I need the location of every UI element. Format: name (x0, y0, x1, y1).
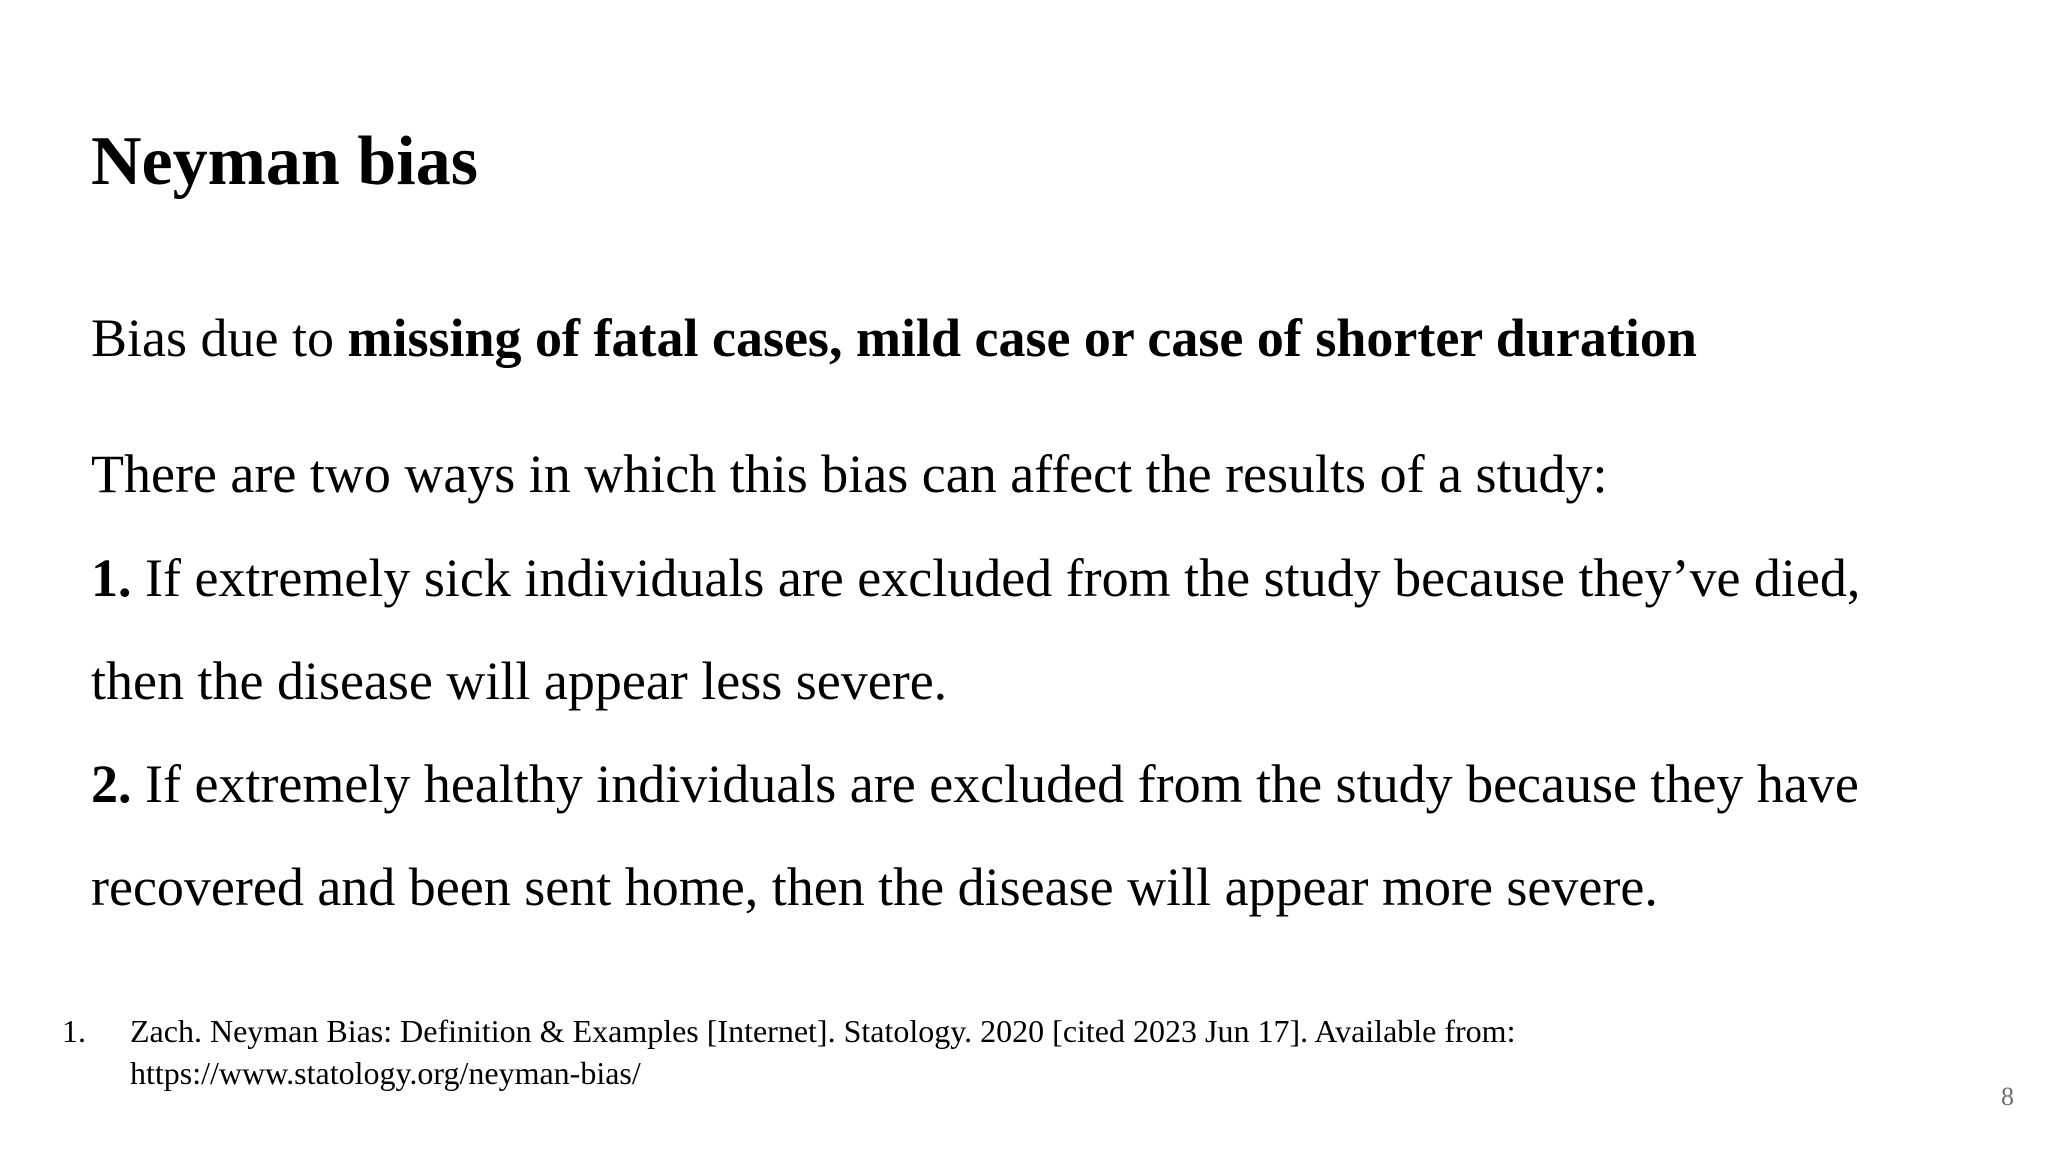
point-1-number: 1. (91, 548, 132, 608)
point-1-text: If extremely sick individuals are excluded from the study because they’ve died, (131, 548, 1861, 608)
definition-emphasis: missing of fatal cases, mild case or case of shorter duration (347, 308, 1697, 368)
point-2-number: 2. (91, 754, 132, 814)
point-1-line-1 (91, 546, 1860, 611)
reference-number: 1. (62, 1013, 86, 1049)
point-2-text: If extremely healthy individuals are excluded from the study because they have (131, 754, 1859, 814)
reference-text (130, 1010, 1515, 1094)
point-2-line-1 (91, 752, 1859, 817)
reference-url: https://www.statology.org/neyman-bias/ (130, 1055, 641, 1091)
definition-line (91, 306, 1697, 371)
point-1-line-2: then the disease will appear less severe. (91, 651, 948, 711)
intro-line: There are two ways in which this bias can affect the results of a study: (91, 444, 1608, 504)
point-2-line-2: recovered and been sent home, then the disease will appear more severe. (91, 857, 1658, 917)
definition-prefix: Bias due to (91, 308, 348, 368)
slide-title: Neyman bias (91, 123, 478, 200)
page-number: 8 (2001, 1082, 2014, 1111)
reference-line-1: Zach. Neyman Bias: Definition & Examples [Internet]. Statology. 2020 [cited 2023 Jun 17]. Available from: (130, 1013, 1516, 1049)
